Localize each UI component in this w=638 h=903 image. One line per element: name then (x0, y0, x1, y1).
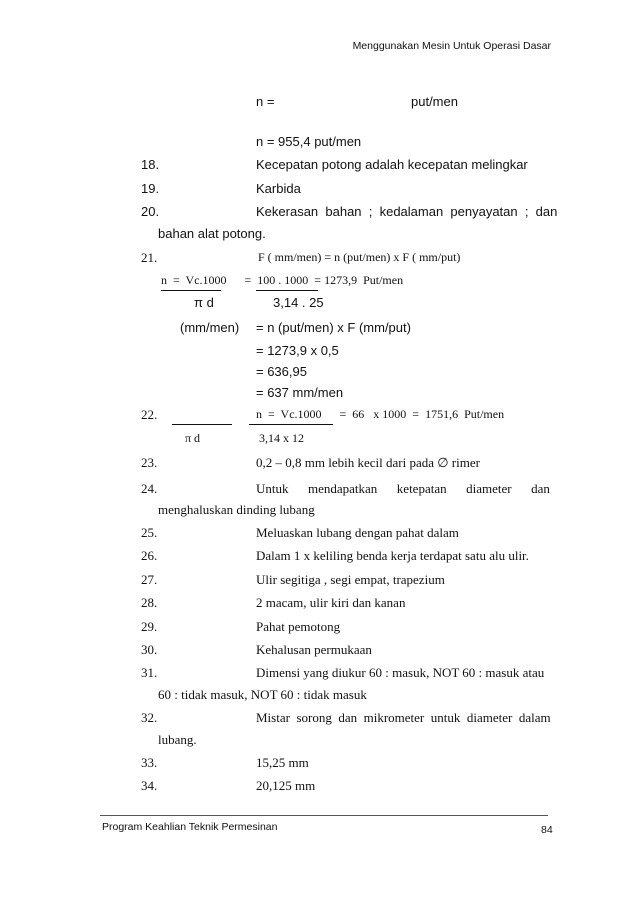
item-num-23: 23. (141, 455, 158, 470)
item-text-32: Mistar sorong dan mikrometer untuk diameter dalam (256, 710, 551, 725)
eq1-unit: put/men (411, 94, 458, 109)
item22-den-left: π d (185, 431, 201, 445)
item-text-19: Karbida (256, 181, 301, 196)
item-num-26: 26. (141, 548, 158, 563)
item-cont-32: lubang. (158, 732, 197, 747)
item-num-25: 25. (141, 525, 158, 540)
item-num-22: 22. (141, 407, 158, 422)
item-text-25: Meluaskan lubang dengan pahat dalam (256, 525, 459, 540)
eq2: n = 955,4 put/men (256, 134, 362, 149)
item-text-31: Dimensi yang diukur 60 : masuk, NOT 60 : masuk atau (256, 665, 545, 680)
item21-unit-label: (mm/men) (180, 320, 240, 335)
item-text-30: Kehalusan permukaan (256, 642, 372, 657)
item21-formula: n = Vc.1000 = 100 . 1000 = 1273,9 Put/men (161, 273, 404, 287)
item22-formula: n = Vc.1000 = 66 x 1000 = 1751,6 Put/men (256, 407, 505, 421)
item-cont-31: 60 : tidak masuk, NOT 60 : tidak masuk (158, 687, 367, 702)
item-num-29: 29. (141, 619, 158, 634)
item-num-20: 20. (141, 204, 160, 219)
item-text-26: Dalam 1 x keliling benda kerja terdapat satu alu ulir. (256, 548, 529, 563)
fraction-bar (249, 424, 333, 425)
item-num-21: 21. (141, 250, 158, 265)
item21-line4: = 637 mm/men (256, 385, 344, 400)
item-num-31: 31. (141, 665, 158, 680)
fraction-bar (172, 424, 232, 425)
item-text-28: 2 macam, ulir kiri dan kanan (256, 595, 406, 610)
item-num-30: 30. (141, 642, 158, 657)
item21-line3: = 636,95 (256, 364, 307, 379)
item-text-21: F ( mm/men) = n (put/men) x F ( mm/put) (258, 250, 461, 264)
item-cont-20: bahan alat potong. (158, 226, 266, 241)
item-text-23: 0,2 – 0,8 mm lebih kecil dari pada ∅ rimer (256, 455, 480, 470)
item-num-33: 33. (141, 755, 158, 770)
item21-den-left: π d (194, 295, 214, 310)
item-num-27: 27. (141, 572, 158, 587)
item-text-33: 15,25 mm (256, 755, 309, 770)
fraction-bar (256, 290, 318, 291)
item-num-28: 28. (141, 595, 158, 610)
footer-program: Program Keahlian Teknik Permesinan (102, 821, 278, 833)
item-text-34: 20,125 mm (256, 778, 316, 793)
item-num-32: 32. (141, 710, 158, 725)
item21-den-right: 3,14 . 25 (273, 295, 324, 310)
item22-den-right: 3,14 x 12 (259, 431, 304, 445)
running-header: Menggunakan Mesin Untuk Operasi Dasar (352, 40, 551, 52)
item21-line1: = n (put/men) x F (mm/put) (256, 320, 411, 335)
fraction-bar (161, 290, 221, 291)
item21-line2: = 1273,9 x 0,5 (256, 343, 339, 358)
item-num-34: 34. (141, 778, 158, 793)
item-text-29: Pahat pemotong (256, 619, 341, 634)
item-text-24: Untuk mendapatkan ketepatan diameter dan (256, 481, 550, 496)
page-number: 84 (541, 824, 553, 836)
eq1-lhs: n = (256, 94, 275, 109)
item-text-20: Kekerasan bahan ; kedalaman penyayatan ; dan (256, 204, 558, 219)
item-cont-24: menghaluskan dinding lubang (158, 502, 315, 517)
item-text-27: Ulir segitiga , segi empat, trapezium (256, 572, 445, 587)
item-num-18: 18. (141, 157, 160, 172)
item-num-19: 19. (141, 181, 160, 196)
item-text-18: Kecepatan potong adalah kecepatan melingkar (256, 157, 528, 172)
item-num-24: 24. (141, 481, 158, 496)
footer-rule (100, 815, 548, 816)
